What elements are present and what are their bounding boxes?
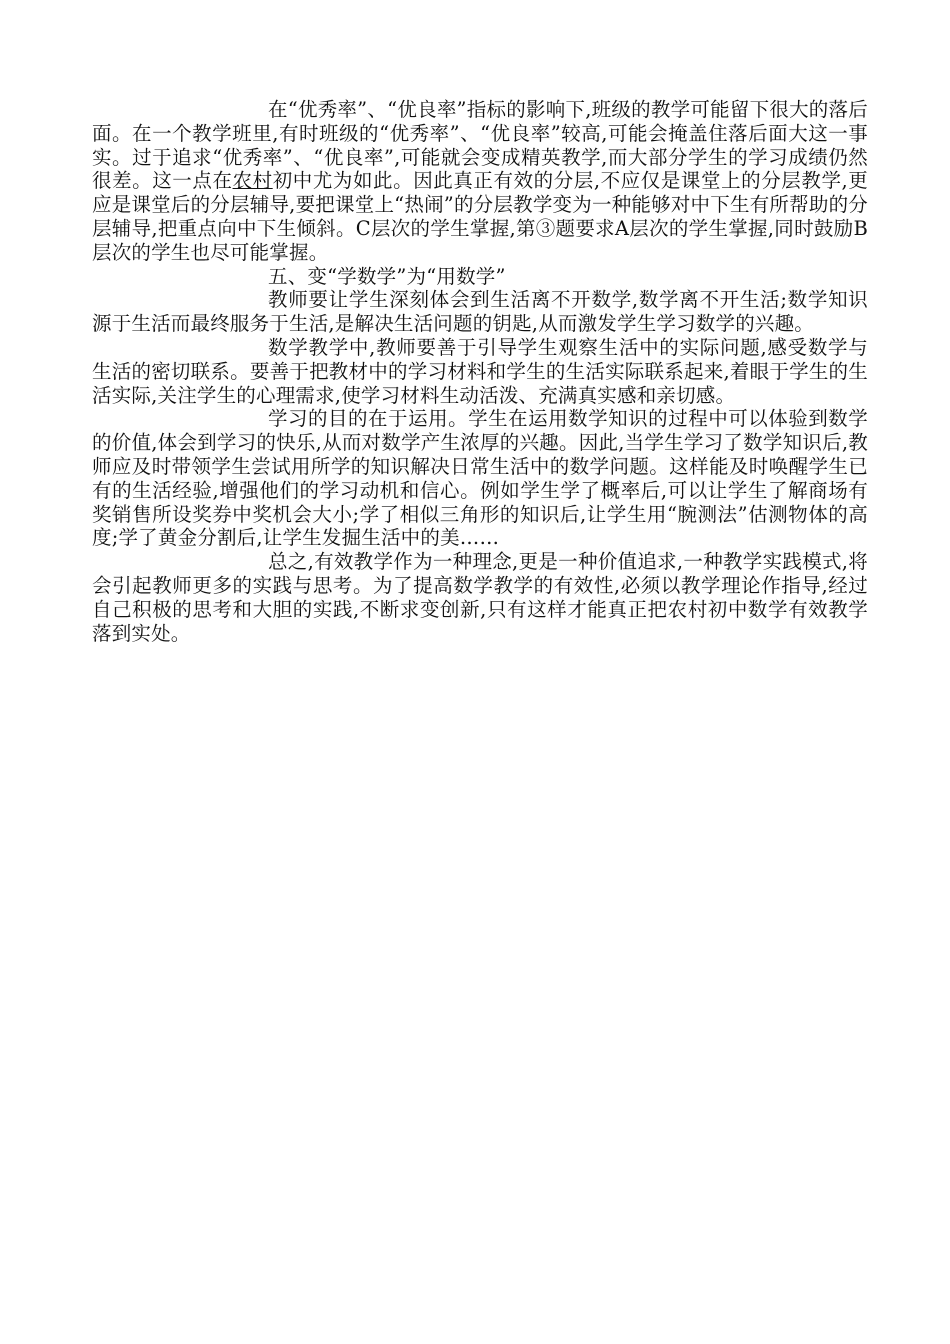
paragraph-conclusion: 总之,有效教学作为一种理念,更是一种价值追求,一种教学实践模式,将会引起教师更多的实践与思考。为了提高数学教学的有效性,必须以教学理论作指导,经过自己积极的思考和大胆的实践,不断求变创新,只有这样才能真正把农村初中数学有效教学落到实处。: [92, 550, 868, 645]
paragraph-layered-tutoring: [92, 98, 868, 265]
paragraph-observe-life: 数学教学中,教师要善于引导学生观察生活中的实际问题,感受数学与生活的密切联系。要善于把教材中的学习材料和学生的生活实际联系起来,着眼于学生的生活实际,关注学生的心理需求,使学习材料生动活泼、充满真实感和亲切感。: [92, 335, 868, 407]
underlined-word-rural: 农村: [232, 169, 273, 193]
paragraph-apply-knowledge: 学习的目的在于运用。学生在运用数学知识的过程中可以体验到数学的价值,体会到学习的快乐,从而对数学产生浓厚的兴趣。因此,当学生学习了数学知识后,教师应及时带领学生尝试用所学的知识解决日常生活中的数学问题。这样能及时唤醒学生已有的生活经验,增强他们的学习动机和信心。例如学生学了概率后,可以让学生了解商场有奖销售所设奖券中奖机会大小;学了相似三角形的知识后,让学生用“腕测法”估测物体的高度;学了黄金分割后,让学生发掘生活中的美……: [92, 407, 868, 550]
paragraph-text: 在“优秀率”、“优良率”指标的影响下,班级的教学可能留下很大的落后面。在一个教学班里,有时班级的“优秀率”、“优良率”较高,可能会掩盖住落后面大这一事实。过于追求“优秀率”、“优良率”,可能就会变成精英教学,而大部分学生的学习成绩仍然很差。这一点在: [92, 98, 868, 193]
document-body: [92, 98, 868, 645]
paragraph-math-in-life: 教师要让学生深刻体会到生活离不开数学,数学离不开生活;数学知识源于生活而最终服务于生活,是解决生活问题的钥匙,从而激发学生学习数学的兴趣。: [92, 288, 868, 336]
section-heading-five: 五、变“学数学”为“用数学”: [268, 264, 506, 288]
paragraph-text: 初中尤为如此。因此真正有效的分层,不应仅是课堂上的分层教学,更应是课堂后的分层辅导,要把课堂上“热闹”的分层教学变为一种能够对中下生有所帮助的分层辅导,把重点向中下生倾斜。C层次的学生掌握,第③题要求A层次的学生掌握,同时鼓励B层次的学生也尽可能掌握。: [92, 169, 868, 264]
